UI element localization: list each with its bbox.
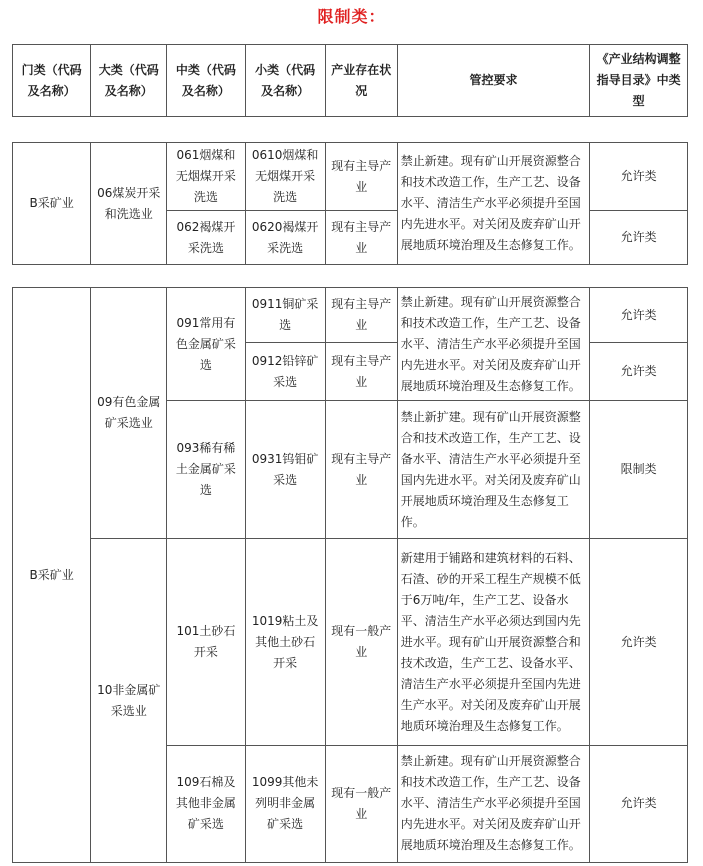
header-catalog-type: 《产业结构调整指导目录》中类型 <box>590 45 688 117</box>
zhonglei-cell: 062褐煤开采洗选 <box>167 211 245 265</box>
dalei-cell: 09有色金属矿采选业 <box>91 288 167 539</box>
zhonglei-cell: 101土砂石开采 <box>167 539 245 745</box>
requirement-cell: 新建用于铺路和建筑材料的石料、石渣、砂的开采工程生产规模不低于6万吨/年，生产工艺、设备水平、清洁生产水平必须达到国内先进水平。现有矿山开展资源整合和技术改造，生产工艺、设备水平、清洁生产水平必须提升至国内先进生产水平。对关闭及废弃矿山开展地质环境治理及生态修复工作。 <box>397 539 589 745</box>
header-zhonglei: 中类（代码及名称） <box>167 45 245 117</box>
dalei-cell: 10非金属矿采选业 <box>91 539 167 863</box>
menlei-cell: B采矿业 <box>13 288 91 863</box>
header-status: 产业存在状况 <box>325 45 397 117</box>
header-dalei: 大类（代码及名称） <box>91 45 167 117</box>
xiaolei-cell: 0912铅锌矿采选 <box>245 343 325 401</box>
requirement-cell: 禁止新扩建。现有矿山开展资源整合和技术改造工作，生产工艺、设备水平、清洁生产水平必须提升至国内先进水平。对关闭及废弃矿山开展地质环境治理及生态修复工作。 <box>397 401 589 539</box>
zhonglei-cell: 091常用有色金属矿采选 <box>167 288 245 401</box>
xiaolei-cell: 0911铜矿采选 <box>245 288 325 343</box>
status-cell: 现有主导产业 <box>325 288 397 343</box>
status-cell: 现有一般产业 <box>325 539 397 745</box>
xiaolei-cell: 0610烟煤和无烟煤开采洗选 <box>245 143 325 211</box>
section2-table <box>12 287 688 863</box>
status-cell: 现有主导产业 <box>325 211 397 265</box>
zhonglei-cell: 061烟煤和无烟煤开采洗选 <box>167 143 245 211</box>
requirement-cell: 禁止新建。现有矿山开展资源整合和技术改造工作，生产工艺、设备水平、清洁生产水平必须提升至国内先进水平。对关闭及废弃矿山开展地质环境治理及生态修复工作。 <box>397 745 589 862</box>
header-requirement: 管控要求 <box>397 45 589 117</box>
status-cell: 现有主导产业 <box>325 143 397 211</box>
dalei-cell: 06煤炭开采和洗选业 <box>91 143 167 265</box>
status-cell: 现有主导产业 <box>325 401 397 539</box>
type-cell: 允许类 <box>590 745 688 862</box>
header-table <box>12 44 688 117</box>
xiaolei-cell: 0931钨钼矿采选 <box>245 401 325 539</box>
requirement-cell: 禁止新建。现有矿山开展资源整合和技术改造工作，生产工艺、设备水平、清洁生产水平必须提升至国内先进水平。对关闭及废弃矿山开展地质环境治理及生态修复工作。 <box>397 143 589 265</box>
xiaolei-cell: 0620褐煤开采洗选 <box>245 211 325 265</box>
menlei-cell: B采矿业 <box>13 143 91 265</box>
zhonglei-cell: 109石棉及其他非金属矿采选 <box>167 745 245 862</box>
type-cell: 允许类 <box>590 288 688 343</box>
page-title: 限制类： <box>317 7 386 26</box>
type-cell: 允许类 <box>590 343 688 401</box>
header-xiaolei: 小类（代码及名称） <box>245 45 325 117</box>
xiaolei-cell: 1019粘土及其他土砂石开采 <box>245 539 325 745</box>
type-cell: 限制类 <box>590 401 688 539</box>
status-cell: 现有主导产业 <box>325 343 397 401</box>
type-cell: 允许类 <box>590 211 688 265</box>
zhonglei-cell: 093稀有稀土金属矿采选 <box>167 401 245 539</box>
requirement-cell: 禁止新建。现有矿山开展资源整合和技术改造工作，生产工艺、设备水平、清洁生产水平必须提升至国内先进水平。对关闭及废弃矿山开展地质环境治理及生态修复工作。 <box>397 288 589 401</box>
status-cell: 现有一般产业 <box>325 745 397 862</box>
type-cell: 允许类 <box>590 539 688 745</box>
section1-table <box>12 142 688 265</box>
header-menlei: 门类（代码及名称） <box>13 45 91 117</box>
xiaolei-cell: 1099其他未列明非金属矿采选 <box>245 745 325 862</box>
type-cell: 允许类 <box>590 143 688 211</box>
